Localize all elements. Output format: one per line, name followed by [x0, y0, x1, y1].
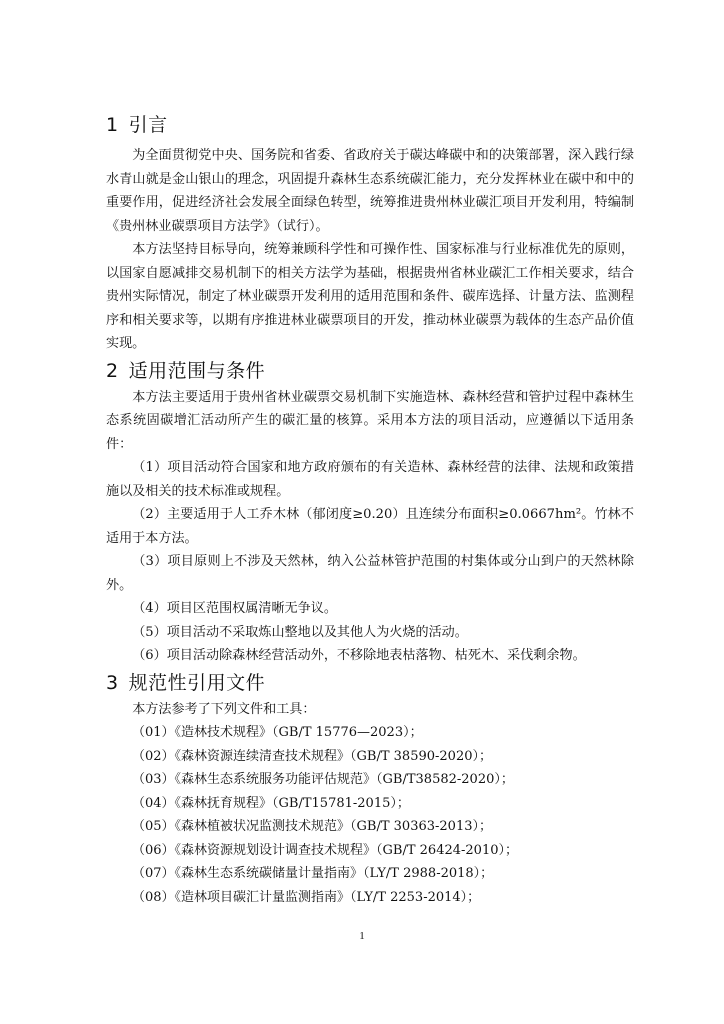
document-body [106, 110, 634, 909]
reference-item-03: （03）《森林生态系统服务功能评估规范》（GB/T38582-2020）； [132, 772, 514, 787]
condition-item-5: （5）项目活动不采取炼山整地以及其他人为火烧的活动。 [132, 624, 468, 640]
section-2-intro: 本方法主要适用于贵州省林业碳票交易机制下实施造林、森林经营和管护过程中森林生态系统固碳增汇活动所产生的碳汇量的核算。采用本方法的项目活动，应遵循以下适用条件： [106, 389, 634, 452]
page-number: 1 [359, 930, 365, 942]
condition-item-4: （4）项目区范围权属清晰无争议。 [132, 601, 337, 616]
section-3-heading [106, 668, 634, 698]
section-1-paragraph-2: 本方法坚持目标导向，统筹兼顾科学性和可操作性、国家标准与行业标准优先的原则，以国家自愿减排交易机制下的相关方法学为基础，根据贵州省林业碳汇工作相关要求，结合贵州实际情况，制定了林业碳票开发利用的适用范围和条件、碳库选择、计量方法、监测程序和相关要求等，以期有序推进林业碳票项目的开发，推动林业碳票为载体的生态产品价值实现。 [106, 242, 634, 351]
section-2-heading [106, 356, 634, 386]
section-2-number: 2 [106, 359, 119, 382]
reference-item-08: （08）《造林项目碳汇计量监测指南》（LY/T 2253-2014）； [132, 889, 481, 905]
reference-item-05: （05）《森林植被状况监测技术规范》（GB/T 30363-2013）； [132, 819, 492, 834]
condition-item-2: （2）主要适用于人工乔木林（郁闭度≥0.20）且连续分布面积≥0.0667hm²。竹林不适用于本方法。 [106, 507, 634, 546]
section-1-title: 引言 [128, 114, 168, 136]
condition-item-3: （3）项目原则上不涉及天然林，纳入公益林管护范围的村集体或分山到户的天然林除外。 [106, 554, 634, 593]
section-1-number: 1 [106, 114, 119, 136]
reference-item-04: （04）《森林抚育规程》（GB/T15781-2015）； [132, 795, 410, 811]
section-1-paragraph-1: 为全面贯彻党中央、国务院和省委、省政府关于碳达峰碳中和的决策部署，深入践行绿水青山就是金山银山的理念，巩固提升森林生态系统碳汇能力，充分发挥林业在碳中和中的重要作用，促进经济社会发展全面绿色转型，统筹推进贵州林业碳汇项目开发利用，特编制《贵州林业碳票项目方法学》（试行）。 [106, 148, 634, 234]
reference-item-06: （06）《森林资源规划设计调查技术规程》（GB/T 26424-2010）； [132, 842, 518, 858]
reference-item-01: （01）《造林技术规程》（GB/T 15776—2023）； [132, 725, 423, 740]
condition-item-6: （6）项目活动除森林经营活动外，不移除地表枯落物、枯死木、采伐剩余物。 [132, 648, 586, 663]
section-3-intro: 本方法参考了下列文件和工具： [132, 701, 316, 717]
condition-item-1: （1）项目活动符合国家和地方政府颁布的有关造林、森林经营的法律、法规和政策措施以及相关的技术标准或规程。 [106, 460, 634, 499]
reference-item-07: （07）《森林生态系统碳储量计量指南》（LY/T 2988-2018）； [132, 866, 494, 881]
section-1-heading [106, 110, 634, 140]
section-3-title: 规范性引用文件 [128, 671, 266, 694]
section-2-title: 适用范围与条件 [128, 359, 266, 382]
section-3-number: 3 [106, 671, 119, 694]
reference-item-02: （02）《森林资源连续清查技术规程》（GB/T 38590-2020）； [132, 748, 492, 764]
